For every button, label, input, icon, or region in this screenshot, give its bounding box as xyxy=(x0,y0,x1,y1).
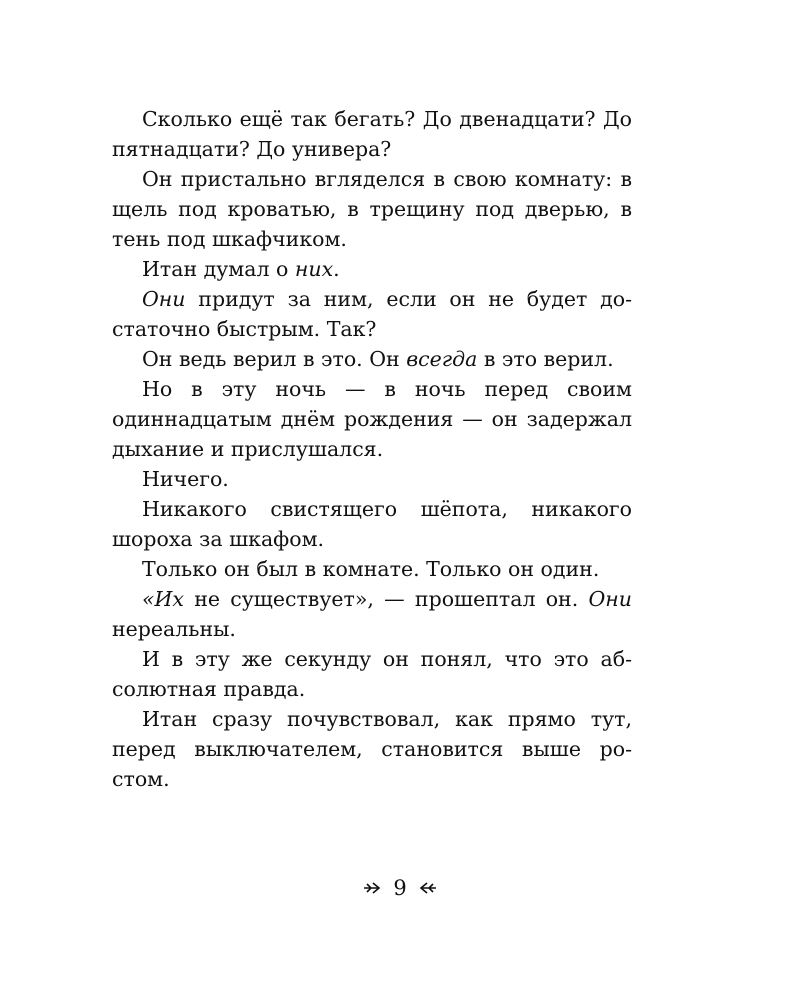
paragraph xyxy=(112,344,632,374)
arrow-ornament-icon xyxy=(363,881,383,895)
text-run: не существует», — прошептал он. xyxy=(183,587,589,611)
paragraph xyxy=(112,704,632,794)
paragraph xyxy=(112,494,632,554)
paragraph xyxy=(112,584,632,644)
paragraph xyxy=(112,374,632,464)
arrow-ornament-icon xyxy=(417,881,437,895)
paragraph xyxy=(112,644,632,704)
text-run: Ничего. xyxy=(142,467,229,491)
text-run: . xyxy=(333,257,340,281)
text-run: всегда xyxy=(406,347,478,371)
page-footer xyxy=(0,871,800,903)
text-run: Только он был в комнате. Только он один. xyxy=(142,557,600,581)
paragraph xyxy=(112,554,632,584)
text-run: Они xyxy=(588,587,632,611)
paragraph xyxy=(112,464,632,494)
text-run: Он пристально вгляделся в свою комнату: в щель под кроватью, в трещину под дверью, в тень под шкафчиком. xyxy=(112,167,632,251)
text-run: нереальны. xyxy=(112,617,236,641)
text-run: Никакого свистящего шёпота, никакого шороха за шкафом. xyxy=(112,497,632,551)
text-run: Они xyxy=(142,287,186,311)
paragraph xyxy=(112,284,632,344)
text-run: Сколько ещё так бегать? До двенадцати? До пятнадцати? До универа? xyxy=(112,107,632,161)
paragraph xyxy=(112,164,632,254)
text-run: них xyxy=(294,257,334,281)
text-run: Он ведь верил в это. Он xyxy=(142,347,407,371)
paragraph xyxy=(112,254,632,284)
text-run: придут за ним, если он не будет достаточно быстрым. Так? xyxy=(112,287,632,341)
text-run: в это верил. xyxy=(477,347,614,371)
text-run: Итан сразу почувствовал, как прямо тут, перед выключателем, становится выше ростом. xyxy=(112,707,632,791)
paragraph xyxy=(112,104,632,164)
text-run: Итан думал о xyxy=(142,257,295,281)
page-number: 9 xyxy=(393,875,407,900)
text-run: И в эту же секунду он понял, что это абсолютная правда. xyxy=(112,647,632,701)
book-page-text xyxy=(112,104,632,794)
text-run: Но в эту ночь — в ночь перед своим одиннадцатым днём рождения — он задержал дыхание и прислушался. xyxy=(112,377,632,461)
text-run: «Их xyxy=(142,587,184,611)
